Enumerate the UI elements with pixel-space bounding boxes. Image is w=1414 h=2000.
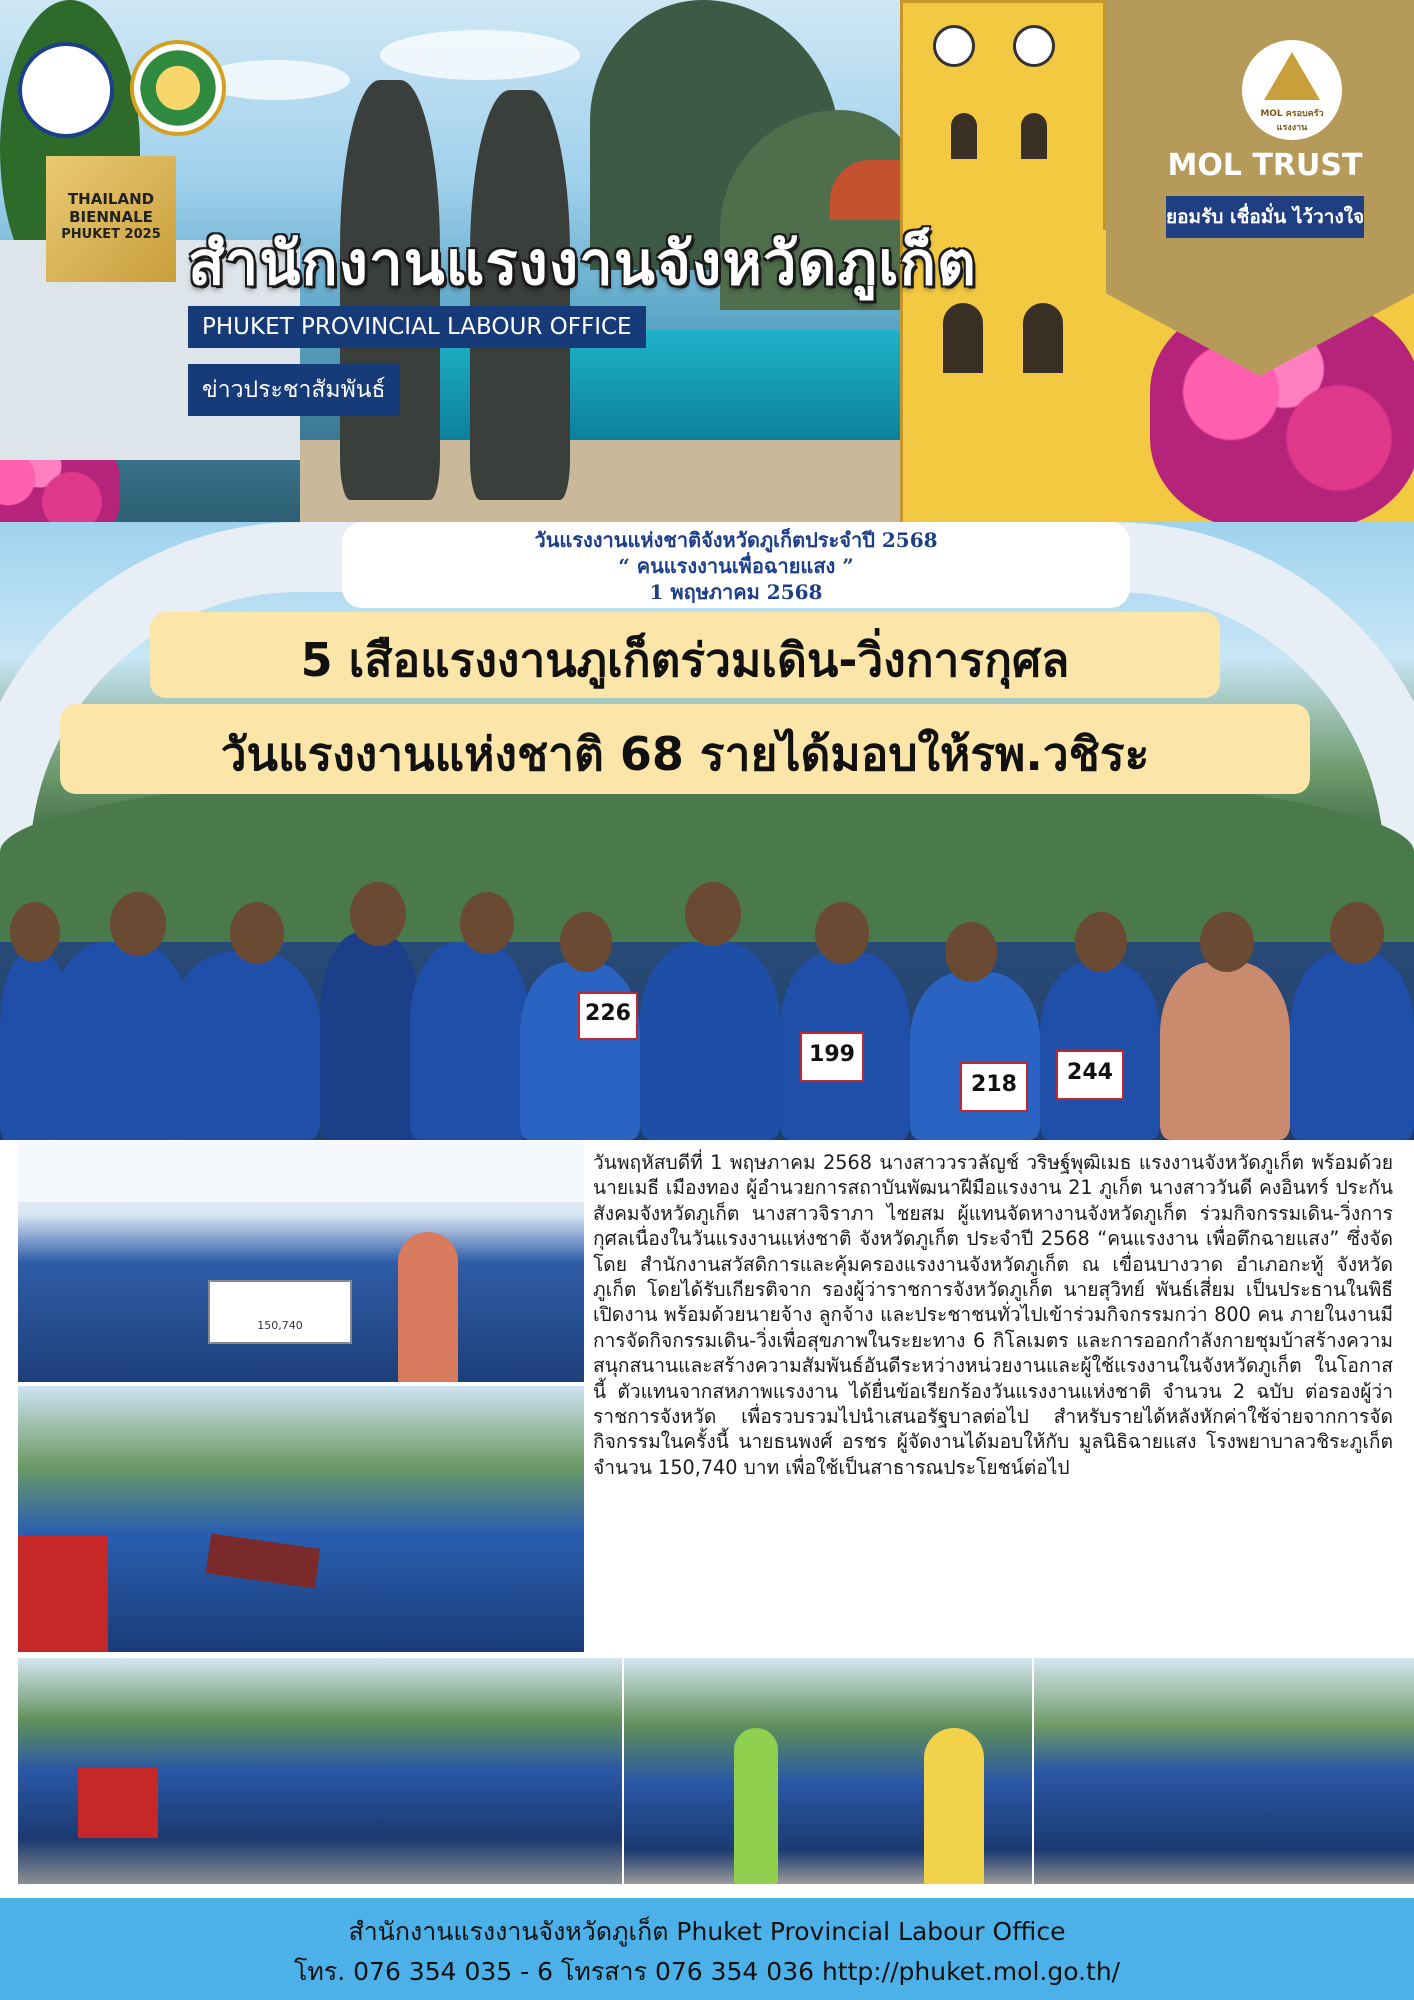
arch-sign-line1: วันแรงงานแห่งชาติจังหวัดภูเก็ตประจำปี 2568 <box>534 528 938 552</box>
participant-head <box>460 892 514 954</box>
sea-view <box>380 330 900 450</box>
tower-window <box>1023 303 1063 373</box>
arch-sign-line2: “ คนแรงงานเพื่อฉายแสง ” <box>618 554 854 578</box>
cloud-decoration <box>380 30 580 80</box>
headline-line1: 5 เสือแรงงานภูเก็ตร่วมเดิน-วิ่งการกุศล <box>300 633 1070 687</box>
union-flag <box>78 1768 158 1838</box>
donation-cheque: 150,740 <box>208 1280 352 1344</box>
temple-roof-icon <box>1264 52 1320 100</box>
section-label: ข่าวประชาสัมพันธ์ <box>188 364 400 416</box>
clock-icon <box>1013 25 1055 67</box>
participant-head <box>110 892 166 956</box>
participant <box>410 942 530 1140</box>
ministry-seal-logo <box>18 42 114 138</box>
participant-head <box>1075 912 1127 972</box>
participant-head <box>10 902 60 962</box>
union-flag <box>18 1536 108 1652</box>
participant-head <box>1200 912 1254 972</box>
participant-head <box>945 922 997 982</box>
participant-head <box>815 902 869 964</box>
participant <box>398 1232 458 1382</box>
sponsor-logo-strip <box>18 1142 584 1202</box>
office-title-thai: สำนักงานแรงงานจังหวัดภูเก็ต <box>188 229 977 299</box>
participant-head <box>560 912 612 972</box>
petition-folder <box>206 1534 320 1589</box>
arch-sign-line3: 1 พฤษภาคม 2568 <box>649 580 823 604</box>
zumba-exercise-photo <box>624 1658 1032 1884</box>
biennale-line2: BIENNALE <box>69 208 153 226</box>
costumed-performer <box>924 1728 984 1884</box>
participant <box>170 952 320 1140</box>
participant <box>520 962 640 1140</box>
clock-icon <box>933 25 975 67</box>
crowd-group <box>0 882 1414 1140</box>
participant-head <box>685 882 741 946</box>
mol-trust-subtitle: ยอมรับ เชื่อมั่น ไว้วางใจ <box>1166 196 1364 238</box>
race-bib: 226 <box>578 992 638 1040</box>
mol-family-logo <box>1242 40 1342 140</box>
tower-window <box>951 113 977 159</box>
news-body-text: วันพฤหัสบดีที่ 1 พฤษภาคม 2568 นางสาววรวลัญช์ วริษฐ์พุฒิเมธ แรงงานจังหวัดภูเก็ต พร้อมด้วย นายเมธี เมืองทอง ผู้อำนวยการสถาบันพัฒนาฝีมือแรงงาน 21 ภูเก็ต นางสาววันดี คงอินทร์ ประกันสังคมจังหวัดภูเก็ต นางสาวจิราภา ไชยสม ผู้แทนจัดหางานจังหวัดภูเก็ต ร่วมกิจกรรมเดิน-วิ่งการกุศลเนื่องในวันแรงงานแห่งชาติ จังหวัดภูเก็ต ประจำปี 2568 “คนแรงงาน เพื่อตึกฉายแสง” ซึ่งจัดโดย สำนักงานสวัสดิการและคุ้มครองแรงงานจังหวัดภูเก็ต ณ เขื่อนบางวาด อำเภอกะทู้ จังหวัดภูเก็ต โดยได้รับเกียรติจาก รองผู้ว่าราชการจังหวัดภูเก็ต นายสุวิทย์ พันธ์เสี่ยม เป็นประธานในพิธีเปิดงาน พร้อมด้วยนายจ้าง ลูกจ้าง และประชาชนทั่วไปเข้าร่วมกิจกรรมกว่า 800 คน ภายในงานมีการจัดกิจกรรมเดิน-วิ่งเพื่อสุขภาพในระยะทาง 6 กิโลเมตร และการออกกำลังกายชุมบ้าสร้างความสนุกสนานและสร้างความสัมพันธ์อันดีระหว่างหน่วยงานและผู้ใช้แรงงานในจังหวัดภูเก็ต ในโอกาสนี้ ตัวแทนจากสหภาพแรงงาน ได้ยื่นข้อเรียกร้องวันแรงงานแห่งชาติ จำนวน 2 ฉบับ ต่อรองผู้ว่าราชการจังหวัด เพื่อรวบรวมไปนำเสนอรัฐบาลต่อไป สำหรับรายได้หลังหักค่าใช้จ่ายจากการจัดกิจกรรมในครั้งนี้ นายธนพงศ์ อรชร ผู้จัดงานได้มอบให้กับ มูลนิธิฉายแสง โรงพยาบาลวชิระภูเก็ต จำนวน 150,740 บาท เพื่อใช้เป็นสาธารณประโยชน์ต่อไป <box>593 1151 1393 1479</box>
race-bib: 218 <box>960 1062 1028 1112</box>
costumed-performer <box>734 1728 778 1884</box>
participant <box>910 972 1040 1140</box>
participant-head <box>350 882 406 946</box>
race-bib: 199 <box>800 1032 864 1082</box>
group-photo-crowd <box>18 1658 622 1884</box>
news-headline <box>60 612 1310 794</box>
participant <box>320 932 420 1140</box>
mol-trust-title: MOL TRUST <box>1167 148 1363 183</box>
participant <box>1290 952 1414 1140</box>
participant-head <box>230 902 284 964</box>
office-title-english: PHUKET PROVINCIAL LABOUR OFFICE <box>188 306 646 348</box>
participant <box>1160 962 1290 1140</box>
tower-window <box>1021 113 1047 159</box>
participant <box>640 942 780 1140</box>
petition-submission-photo <box>18 1386 584 1652</box>
arch-event-sign <box>342 522 1130 608</box>
participant-head <box>1330 902 1384 964</box>
participant <box>50 942 190 1140</box>
cheque-presentation-photo <box>18 1142 584 1382</box>
header-banner <box>0 0 1414 522</box>
biennale-line1: THAILAND <box>67 190 155 208</box>
provincial-seal-logo <box>130 40 226 136</box>
staff-group-photo <box>1034 1658 1414 1884</box>
race-bib: 244 <box>1056 1050 1124 1100</box>
biennale-line3: PHUKET 2025 <box>61 227 161 242</box>
headline-line2: วันแรงงานแห่งชาติ 68 รายได้มอบให้รพ.วชิระ <box>220 727 1150 781</box>
mol-logo-text: MOL ครอบครัวแรงงาน <box>1260 109 1324 133</box>
thailand-biennale-badge <box>46 156 176 282</box>
tower-window <box>943 303 983 373</box>
footer-office-name: สำนักงานแรงงานจังหวัดภูเก็ต Phuket Provincial Labour Office <box>348 1917 1066 1946</box>
footer-contact-info: โทร. 076 354 035 - 6 โทรสาร 076 354 036 http://phuket.mol.go.th/ <box>293 1957 1121 1986</box>
